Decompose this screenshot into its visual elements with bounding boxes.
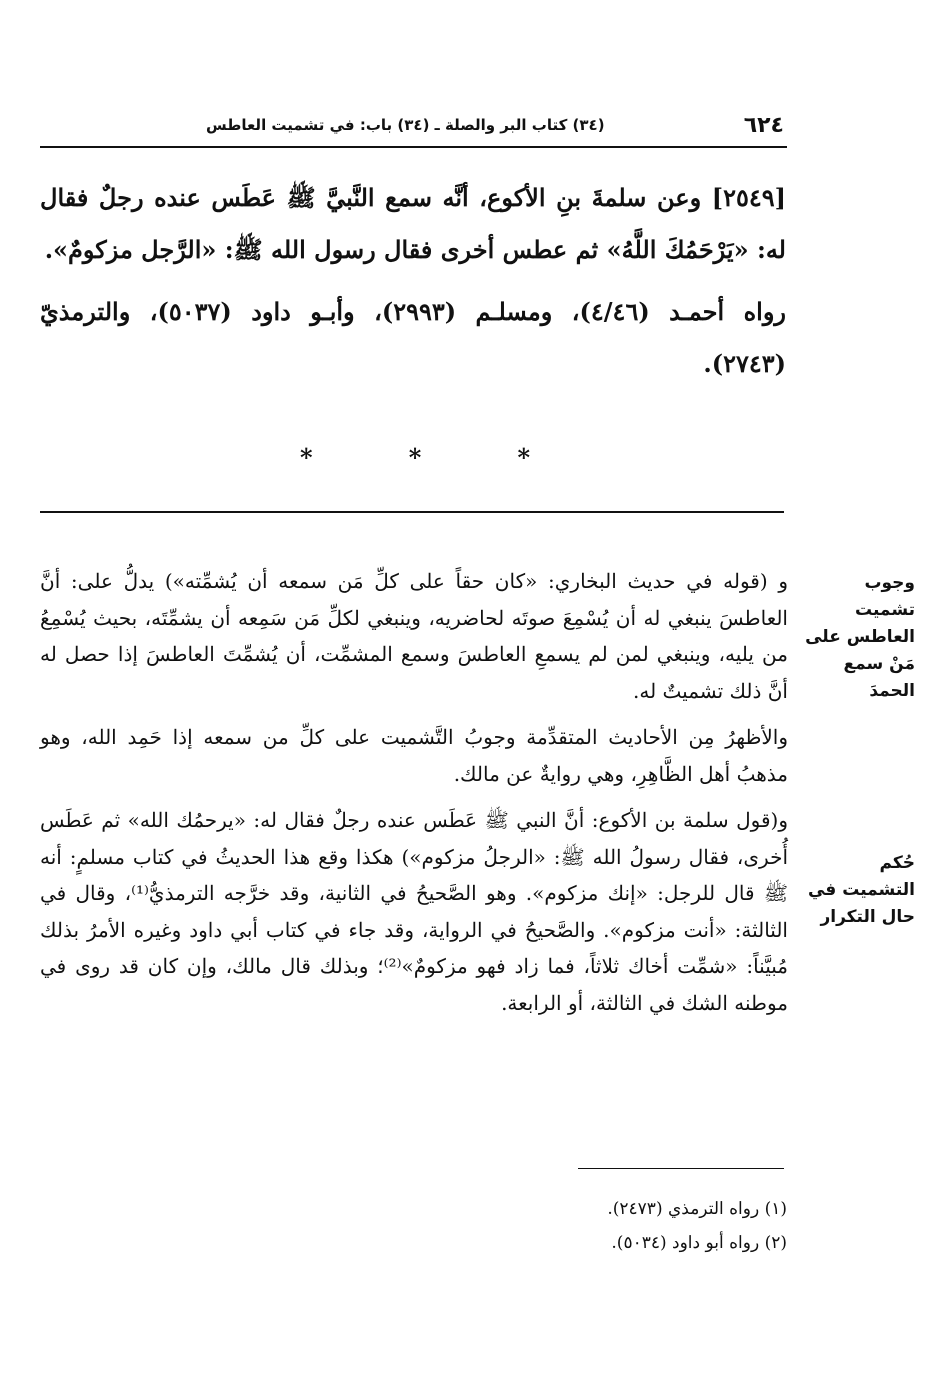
commentary-paragraph: و(قول سلمة بن الأكوع: أنَّ النبي ﷺ عَطَس عنده رجلٌ فقال له: «يرحمُك الله» ثم عَطَس أُخرى، فقال رسولُ الله ﷺ: «الرجلُ مزكوم») هكذا وقع هذا الحديثُ في كتاب مسلمٍ: أنه ﷺ قال للرجل: «إنك مزكوم». وهو الصَّحيحُ في الثانية، وقد خرَّجه الترمذيُّ⁽¹⁾، وقال في الثالثة: «أنت مزكوم». والصَّحيحُ في الرواية، وقد جاء في كتاب أبي داود وغيره الأمرُ بذلك مُبيَّناً: «شمِّت أخاك ثلاثاً، فما زاد فهو مزكومٌ»⁽²⁾؛ وبذلك قال مالك، وإن كان قد روى في موطنه الشك في الثالثة، أو الرابعة. — [40, 808, 788, 1015]
margin-note: حُكم التشميت في حال التكرار — [807, 853, 915, 927]
footnote-rule — [578, 1168, 784, 1169]
hadith-text: [٢٥٤٩] وعن سلمةَ بنِ الأكوع، أنَّه سمع النَّبيَّ ﷺ عَطَس عنده رجلٌ فقال له: «يَرْحَمُكَ اللَّهُ» ثم عطس أخرى فقال رسول الله ﷺ: «الرَّجل مزكومٌ». — [40, 183, 786, 264]
page-header — [206, 108, 784, 142]
section-separator — [300, 443, 530, 472]
separator-star: * — [300, 443, 313, 472]
commentary-rule — [40, 511, 784, 513]
hadith-block — [40, 172, 786, 390]
footnote: (١) رواه الترمذي (٢٤٧٣). — [607, 1199, 787, 1219]
page-number: ٦٢٤ — [743, 112, 784, 138]
footnote: (٢) رواه أبو داود (٥٠٣٤). — [611, 1233, 787, 1253]
commentary-paragraph: و (قوله في حديث البخاري: «كان حقاً على كلِّ مَن سمعه أن يُشمِّته») يدلُّ على: أنَّ العاطسَ ينبغي له أن يُسْمِعَ صوتَه لحاضريه، وينبغي لكلِّ مَن سَمِعه أن يشمِّتَه، بحيث يُسْمِعُ من يليه، وينبغي لمن لم يسمعِ العاطسَ وسمع المشمِّت، أن يُشمِّتَ العاطسَ إذا حصل له أنَّ ذلك تشميتٌ له. — [40, 569, 788, 703]
separator-star: * — [517, 443, 530, 472]
hadith-source: رواه أحمـد (٤/٤٦)، ومسلـم (٢٩٩٣)، وأبـو داود (٥٠٣٧)، والترمذيّ (٢٧٤٣). — [40, 297, 786, 378]
running-title: (٣٤) كتاب البر والصلة ـ (٣٤) باب: في تشميت العاطس — [206, 116, 605, 134]
commentary-block — [40, 563, 788, 1021]
footnotes — [300, 1192, 787, 1260]
commentary-paragraph: والأظهرُ مِن الأحاديث المتقدِّمة وجوبُ التَّشميت على كلِّ من سمعه إذا حَمِد الله، وهو مذهبُ أهل الظَّاهِرِ، وهي روايةٌ عن مالك. — [40, 725, 788, 786]
separator-star: * — [408, 443, 422, 472]
header-rule — [40, 146, 787, 148]
margin-note: وجوب تشميت العاطس على مَنْ سمع الحمدَ — [805, 573, 915, 701]
